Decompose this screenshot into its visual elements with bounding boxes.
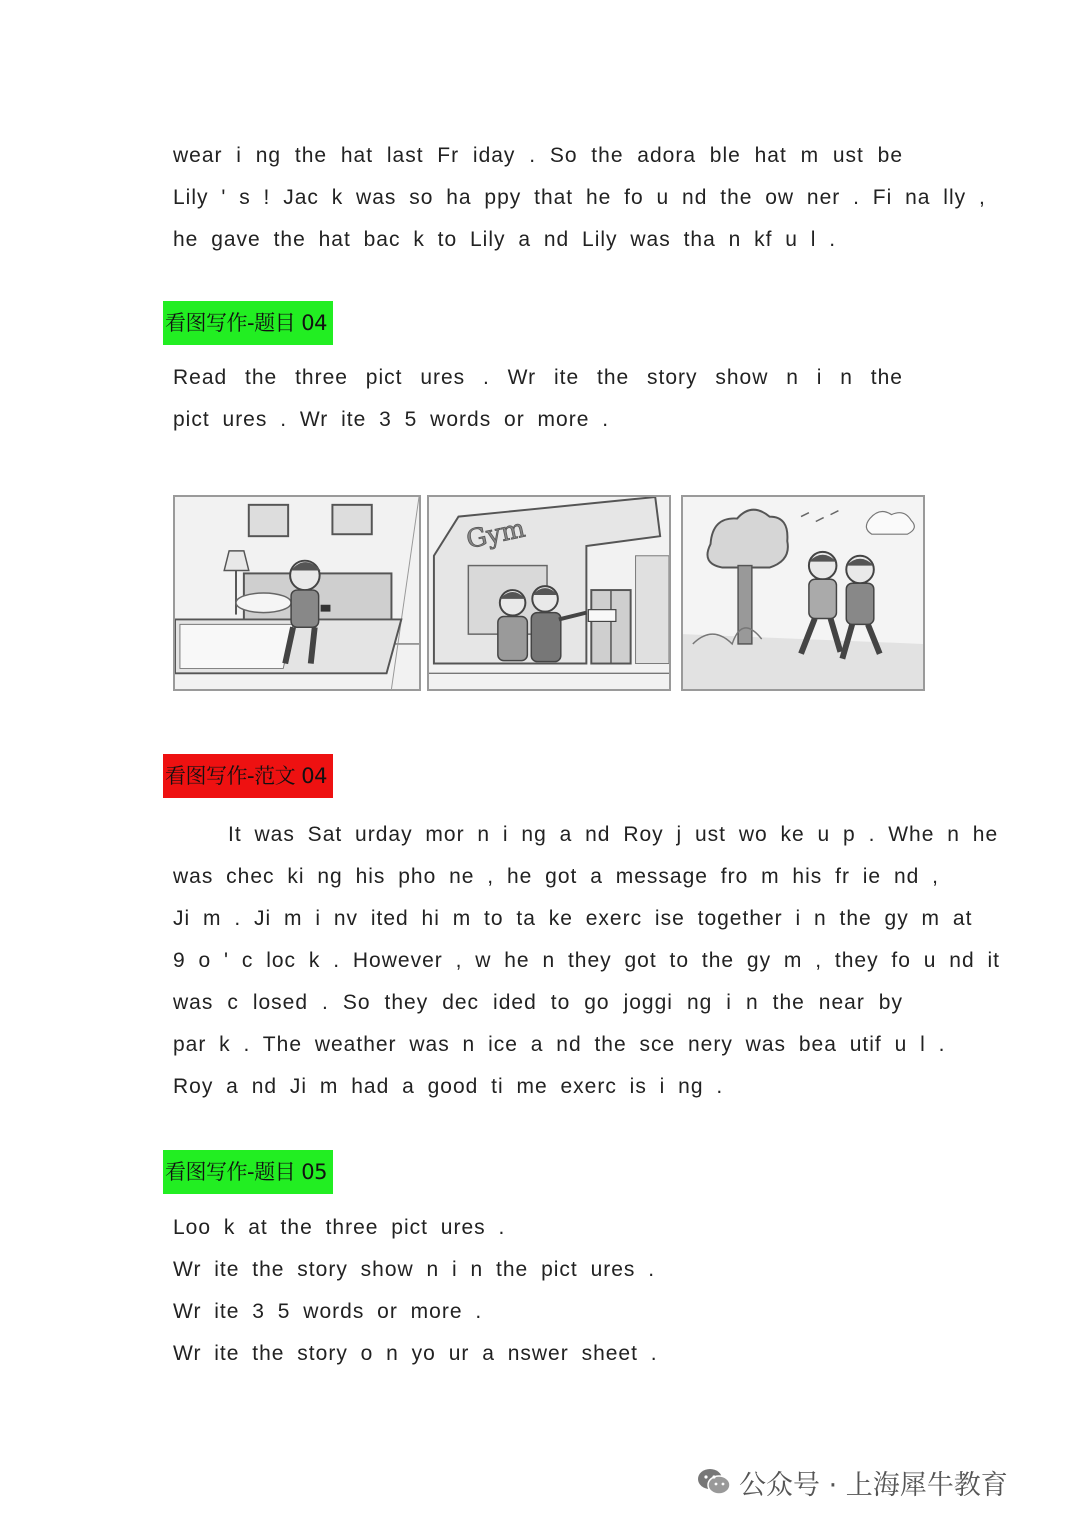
text-line: was chec ki ng his pho ne , he got a message fro m his fr ie nd , [173, 865, 939, 888]
boys-jogging-in-park-picture [681, 495, 925, 691]
text-line: Lily ' s ! Jac k was so ha ppy that he fo u nd the ow ner . Fi na lly , [173, 186, 986, 209]
gym-closed-picture [427, 495, 671, 691]
text-line: Wr ite 3 5 words or more . [173, 1300, 483, 1323]
text-line: pict ures . Wr ite 3 5 words or more . [173, 408, 610, 431]
text-line: Read the three pict ures . Wr ite the story show n i n the [173, 366, 903, 389]
section-tag-question-05: 看图写作-题目 05 [163, 1150, 333, 1194]
gym-sign-text: Gym [463, 513, 528, 556]
text-line: 9 o ' c loc k . However , w he n they got to the gy m , they fo u nd it [173, 949, 1000, 972]
watermark-text: 公众号 · 上海犀牛教育 [739, 1469, 1008, 1501]
section-tag-question-04: 看图写作-题目 04 [163, 301, 333, 345]
wechat-icon [697, 1467, 731, 1497]
text-line: he gave the hat bac k to Lily a nd Lily was tha n kf u l . [173, 228, 837, 251]
section-tag-model-essay-04: 看图写作-范文 04 [163, 754, 333, 798]
watermark [697, 1462, 1008, 1502]
text-line: par k . The weather was n ice a nd the sce nery was bea utif u l . [173, 1033, 946, 1056]
text-line: Loo k at the three pict ures . [173, 1216, 506, 1239]
text-line: Ji m . Ji m i nv ited hi m to ta ke exerc ise together i n the gy m at [173, 907, 973, 930]
story-paragraph-previous [173, 135, 986, 261]
question-05-prompt [173, 1207, 903, 1375]
model-essay-04 [173, 814, 1000, 1108]
question-04-prompt [173, 357, 903, 441]
text-line: Wr ite the story show n i n the pict ures . [173, 1258, 656, 1281]
picture-strip [173, 495, 925, 693]
text-line: Roy a nd Ji m had a good ti me exerc is i ng . [173, 1075, 724, 1098]
text-line: wear i ng the hat last Fr iday . So the adora ble hat m ust be [173, 144, 903, 167]
text-line: was c losed . So they dec ided to go joggi ng i n the near by [173, 991, 903, 1014]
boy-on-bed-with-phone-picture [173, 495, 421, 691]
text-line: Wr ite the story o n yo ur a nswer sheet . [173, 1342, 658, 1365]
text-line: It was Sat urday mor n i ng a nd Roy j ust wo ke u p . Whe n he [228, 823, 999, 846]
